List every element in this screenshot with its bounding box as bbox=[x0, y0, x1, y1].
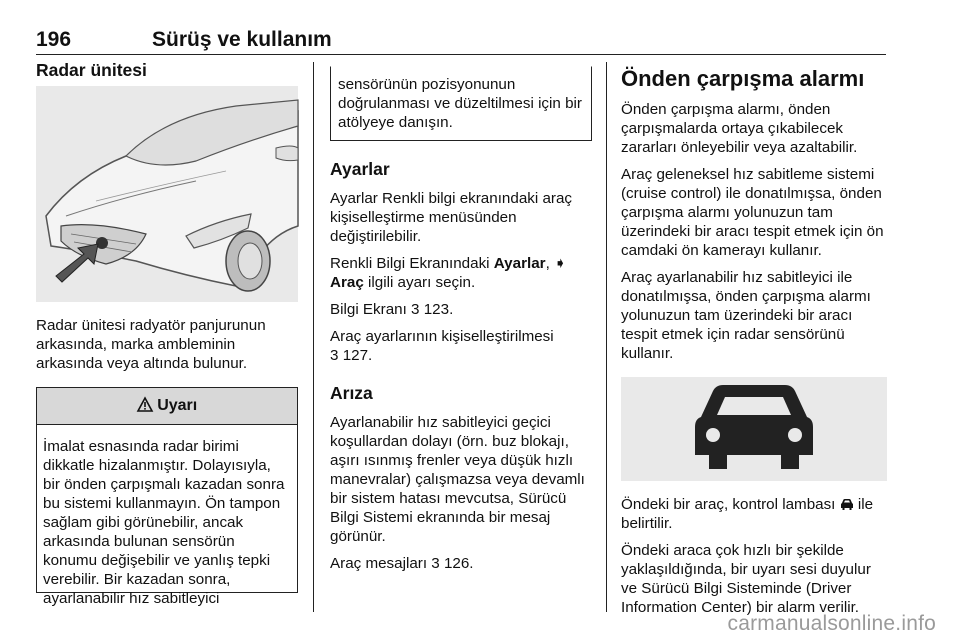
menu-term: Araç bbox=[330, 274, 364, 291]
fca-paragraph-1: Önden çarpışma alarmı, önden çarpışmalarda ortaya çıkabilecek zararları önleyebilir veya azaltabilir. bbox=[621, 101, 858, 156]
warning-box-continued bbox=[330, 66, 592, 141]
page-reference-icon: 3 bbox=[431, 555, 440, 572]
warning-body: İmalat esnasında radar birimi dikkatle hizalanmıştır. Dolayısıyla, bir önden çarpışmalı kazadan sonra bu sistemi kullanmayın. Ön tampon sağlam gibi görünebilir, ancak arkasında bulunan sensörün konumu değişebilir ve yanlış tepki verebilir. Bir kazadan sonra, ayarlanabilir hız sabitleyici bbox=[43, 438, 285, 607]
section-heading-forward-collision: Önden çarpışma alarmı bbox=[621, 66, 865, 91]
column-divider bbox=[313, 62, 314, 612]
page-reference-icon: 3 bbox=[411, 301, 420, 318]
section-heading: Radar ünitesi bbox=[36, 60, 147, 80]
ayarlar-paragraph-2 bbox=[330, 254, 592, 292]
warning-header bbox=[37, 388, 297, 425]
fca-paragraph-5: Öndeki araca çok hızlı bir şekilde yaklaşıldığında, bir uyarı sesi duyulur ve Sürücü Bilgi Sisteminde (Driver Information Center) bir alarm verilir. bbox=[621, 542, 871, 616]
radar-unit-figure bbox=[36, 86, 298, 302]
page-reference[interactable]: 123. bbox=[423, 301, 454, 318]
column-1 bbox=[36, 60, 298, 607]
page-header bbox=[36, 26, 886, 55]
page-number: 196 bbox=[36, 28, 72, 51]
menu-arrow-icon: ➧ bbox=[554, 255, 567, 272]
ayarlar-paragraph-3 bbox=[330, 300, 592, 319]
ariza-paragraph-2 bbox=[330, 554, 592, 573]
vehicle-ahead-figure bbox=[621, 377, 887, 481]
chapter-title: Sürüş ve kullanım bbox=[152, 28, 332, 51]
ayarlar-paragraph-1: Ayarlar Renkli bilgi ekranındaki araç kişiselleştirme menüsünden değiştirilebilir. bbox=[330, 190, 572, 245]
text-run: ile belirtilir. bbox=[621, 496, 874, 532]
text-run: Araç ayarlarının kişiselleştirilmesi bbox=[330, 328, 554, 345]
vehicle-ahead-icon bbox=[621, 377, 887, 481]
ariza-paragraph-1: Ayarlanabilir hız sabitleyici geçici koşullardan dolayı (örn. buz blokajı, aşırı ısınmış frenler veya düşük hızlı manevralar) çalışmazsa veya devamlı bir sistem hatası mevcutsa, Sürücü Bilgi Sistemi ekranında bir mesaj görünür. bbox=[330, 414, 585, 545]
text-run: Renkli Bilgi Ekranındaki bbox=[330, 255, 494, 272]
warning-box bbox=[36, 387, 298, 607]
column-3 bbox=[621, 60, 887, 625]
text-run: ilgili ayarı seçin. bbox=[363, 274, 476, 291]
menu-term: Ayarlar bbox=[493, 255, 546, 272]
car-front-illustration bbox=[36, 86, 298, 302]
warning-title: Uyarı bbox=[157, 397, 198, 414]
page-reference[interactable]: 127. bbox=[342, 347, 373, 364]
section-heading-ayarlar: Ayarlar bbox=[330, 159, 390, 179]
text-run: Araç mesajları bbox=[330, 555, 432, 572]
figure-caption: Radar ünitesi radyatör panjurunun arkasında, marka ambleminin arkasında veya altında bulunur. bbox=[36, 317, 266, 372]
text-run: , bbox=[545, 255, 555, 272]
text-run: Bilgi Ekranı bbox=[330, 301, 412, 318]
column-divider bbox=[606, 62, 607, 612]
fca-paragraph-4 bbox=[621, 495, 887, 533]
warning-continued-text: sensörünün pozisyonunun doğrulanması ve düzeltilmesi için bir atölyeye danışın. bbox=[338, 76, 582, 131]
watermark: carmanualsonline.info bbox=[727, 612, 936, 635]
page-reference-icon: 3 bbox=[330, 347, 339, 364]
section-heading-ariza: Arıza bbox=[330, 383, 373, 403]
warning-triangle-icon bbox=[137, 397, 153, 412]
fca-paragraph-2: Araç geleneksel hız sabitleme sistemi (cruise control) ile donatılmışsa, önden çarpışma alarmı yolunuzun tam üzerindeki bir aracı tespit etmek için ön camdaki ön kamerayı kullanır. bbox=[621, 166, 884, 259]
text-run: Öndeki bir araç, kontrol lambası bbox=[621, 496, 840, 513]
ayarlar-paragraph-4 bbox=[330, 327, 592, 365]
column-2 bbox=[330, 60, 592, 581]
vehicle-ahead-indicator-icon bbox=[840, 498, 854, 511]
fca-paragraph-3: Araç ayarlanabilir hız sabitleyici ile donatılmışsa, önden çarpışma alarmı yolunuzun tam üzerindeki bir aracı tespit etmek için radar sensörünü kullanır. bbox=[621, 269, 871, 362]
page-reference[interactable]: 126. bbox=[443, 555, 474, 572]
